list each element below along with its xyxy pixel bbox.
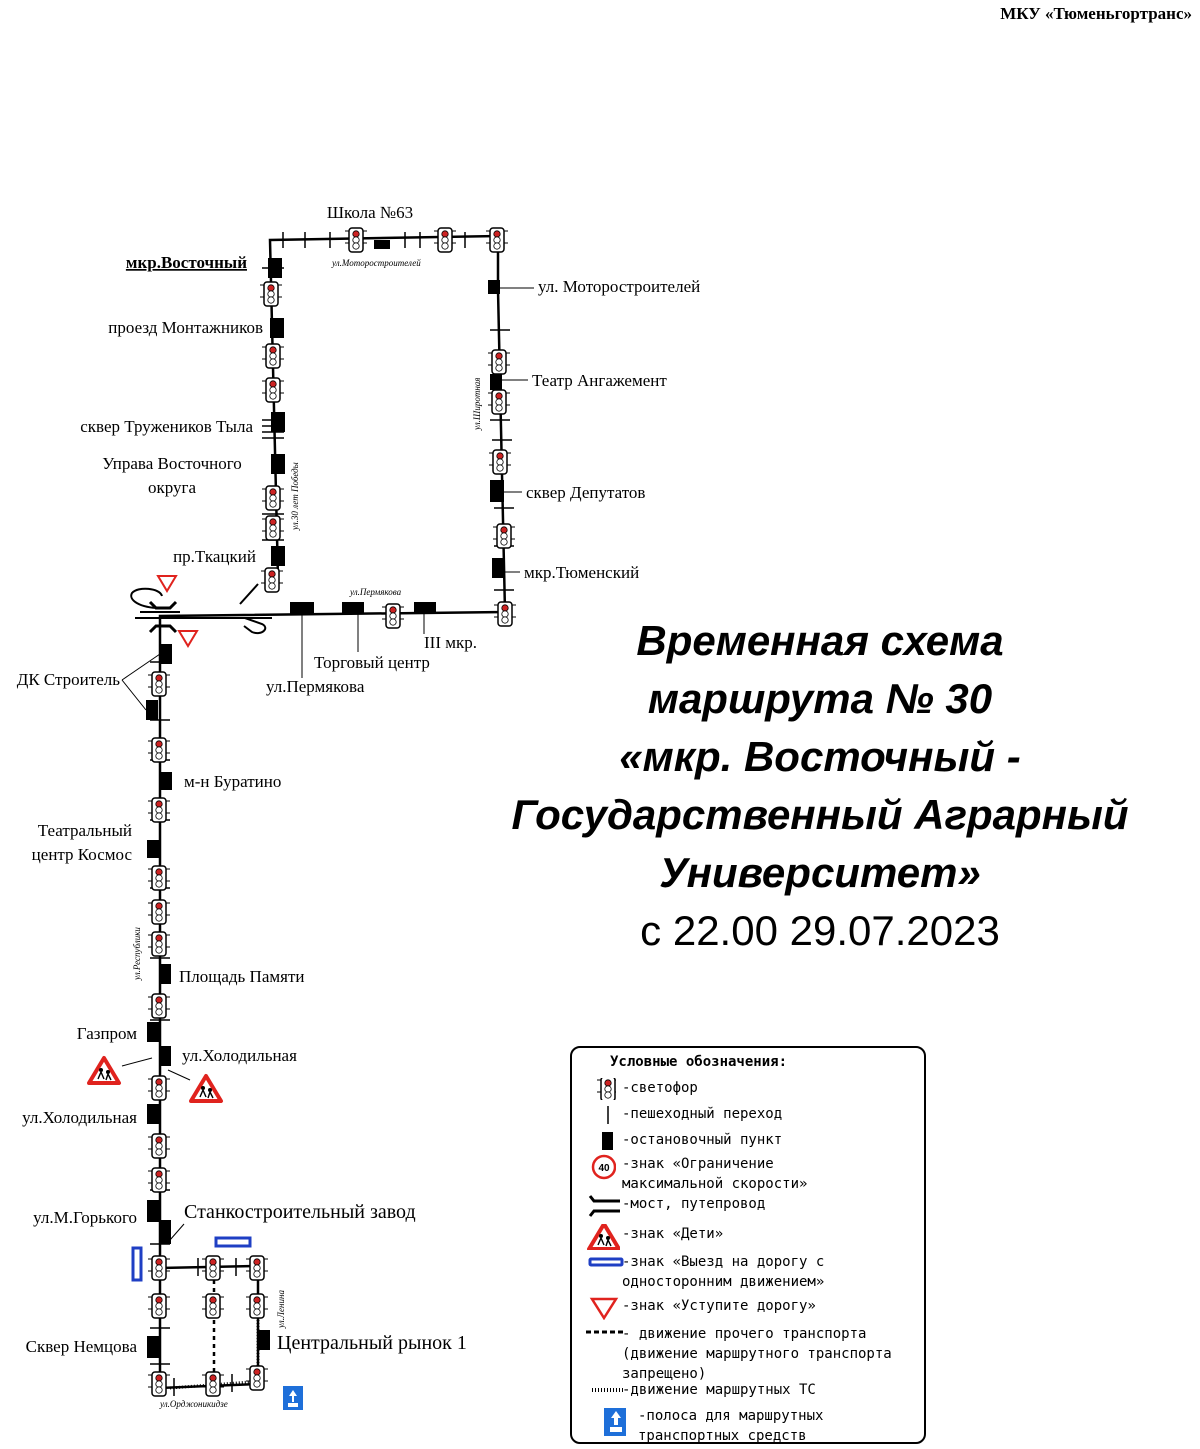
label-vostochny: мкр.Восточный <box>125 253 247 272</box>
label-iii-mkr: III мкр. <box>424 633 478 652</box>
street-shirotnaya: ул.Широтная <box>472 377 482 430</box>
stop-torgovy <box>342 602 364 614</box>
stop-kholodilnaya-r <box>159 1046 171 1066</box>
svg-text:40: 40 <box>598 1163 610 1174</box>
stop-rynok <box>258 1330 270 1350</box>
legend: Условные обозначения: -светофор -пешеходный переход -остановочный пункт 40 -знак «Ограничение максимальной скорости» -мост, путепровод -знак «Дети» -знак «Выезд на дорогу с односторонним движением» -знак «Уступите дорогу» - движение прочего транспорта (движение маршрутного транспорта запрещено) -движение маршрутных ТС -полоса для маршрутных транспортных средств <box>570 1046 926 1444</box>
label-tyumensky: мкр.Тюменский <box>524 563 640 582</box>
street-30-let: ул.30 лет Победы <box>290 462 300 530</box>
street-lenina: ул.Ленина <box>276 1290 286 1328</box>
label-uprava-2: округа <box>147 478 197 497</box>
yield-sign-icon <box>179 631 197 646</box>
label-tkatsky: пр.Ткацкий <box>173 547 256 566</box>
street-motorostroiteley: ул.Моторостроителей <box>332 258 421 268</box>
label-deputatov: сквер Депутатов <box>526 483 646 502</box>
one-way-exit-icon <box>216 1238 250 1246</box>
stop-truzhenikov <box>271 412 285 432</box>
yield-sign-icon <box>158 576 176 591</box>
label-pamyati: Площадь Памяти <box>179 967 305 986</box>
label-motorostroiteley: ул. Моторостроителей <box>538 277 701 296</box>
pointer-line <box>168 1070 190 1080</box>
title-line-3: «мкр. Восточный - <box>619 733 1021 780</box>
label-rynok: Центральный рынок 1 <box>277 1332 467 1354</box>
stop-motorostroiteley <box>488 280 500 294</box>
stop-pamyati <box>159 964 171 984</box>
stop-stanko <box>159 1220 171 1244</box>
stop-permyakova <box>290 602 314 614</box>
label-permyakova: ул.Пермякова <box>266 677 365 696</box>
stop-vostochny <box>268 258 282 278</box>
label-dk: ДК Строитель <box>16 670 120 689</box>
label-kholodilnaya-right: ул.Холодильная <box>182 1046 297 1065</box>
stop-iii-mkr <box>414 602 436 614</box>
label-nemtsova: Сквер Немцова <box>25 1337 137 1356</box>
label-school63: Школа №63 <box>326 203 414 222</box>
stop-deputatov <box>490 480 504 502</box>
label-stanko: Станкостроительный завод <box>184 1201 416 1223</box>
label-gorkogo: ул.М.Горького <box>33 1208 137 1227</box>
traffic-light-icon <box>586 1078 616 1100</box>
bus-stop-icon <box>586 1130 616 1152</box>
title-line-5: Университет» <box>659 849 981 896</box>
street-respubliki: ул.Республики <box>132 927 142 980</box>
speed-limit-icon <box>586 1154 616 1180</box>
children-sign-icon <box>191 1076 221 1101</box>
pointer-line <box>122 1058 152 1066</box>
stop-buratino <box>160 772 172 790</box>
stop-school63 <box>374 240 390 249</box>
title-line-1: Временная схема <box>636 617 1004 664</box>
stop-tkatsky <box>271 546 285 566</box>
label-montazhnikov: проезд Монтажников <box>108 318 263 337</box>
street-ordzhonikidze: ул.Орджоникидзе <box>160 1399 228 1409</box>
stop-kosmos <box>147 840 159 858</box>
scheme-title <box>440 612 1200 960</box>
label-gazprom: Газпром <box>76 1024 137 1043</box>
stop-angazhement <box>490 374 502 390</box>
title-line-4: Государственный Аграрный <box>511 791 1129 838</box>
label-kholodilnaya-left: ул.Холодильная <box>22 1108 137 1127</box>
bus-lane-icon <box>283 1386 303 1410</box>
stop-nemtsova <box>147 1336 159 1358</box>
label-uprava-1: Управа Восточного <box>102 454 242 473</box>
label-truzhenikov: сквер Тружеников Тыла <box>80 417 253 436</box>
one-way-exit-icon <box>133 1248 141 1280</box>
stop-uprava <box>271 454 285 474</box>
stop-gazprom <box>147 1022 159 1042</box>
children-sign-icon <box>586 1224 620 1250</box>
label-kosmos-1: Театральный <box>37 821 132 840</box>
title-line-2: маршрута № 30 <box>647 675 993 722</box>
interchange <box>131 584 272 633</box>
label-buratino: м-н Буратино <box>184 772 282 791</box>
stop-dk-left <box>146 700 158 720</box>
label-angazhement: Театр Ангажемент <box>532 371 667 390</box>
bridge-icon <box>586 1194 620 1220</box>
title-date: с 22.00 29.07.2023 <box>640 907 1000 954</box>
dashed-line-icon <box>586 1324 624 1346</box>
stop-gorkogo <box>147 1200 159 1222</box>
one-way-exit-icon <box>586 1252 626 1274</box>
label-kosmos-2: центр Космос <box>31 845 132 864</box>
legend-heading: Условные обозначения: <box>610 1054 788 1070</box>
stop-dk-right <box>160 644 172 664</box>
label-torgovy: Торговый центр <box>314 653 430 672</box>
organization-name: МКУ «Тюменьгортранс» <box>1000 4 1192 23</box>
bus-lane-icon <box>586 1406 626 1440</box>
stop-tyumensky <box>492 558 504 578</box>
street-permyakova: ул.Пермякова <box>350 587 402 597</box>
yield-sign-icon <box>586 1296 620 1320</box>
stop-montazhnikov <box>270 318 284 338</box>
children-sign-icon <box>89 1058 119 1083</box>
stop-kholodilnaya-l <box>147 1104 159 1124</box>
route-arrow-line-icon <box>586 1380 624 1402</box>
crosswalk-icon <box>586 1104 616 1126</box>
